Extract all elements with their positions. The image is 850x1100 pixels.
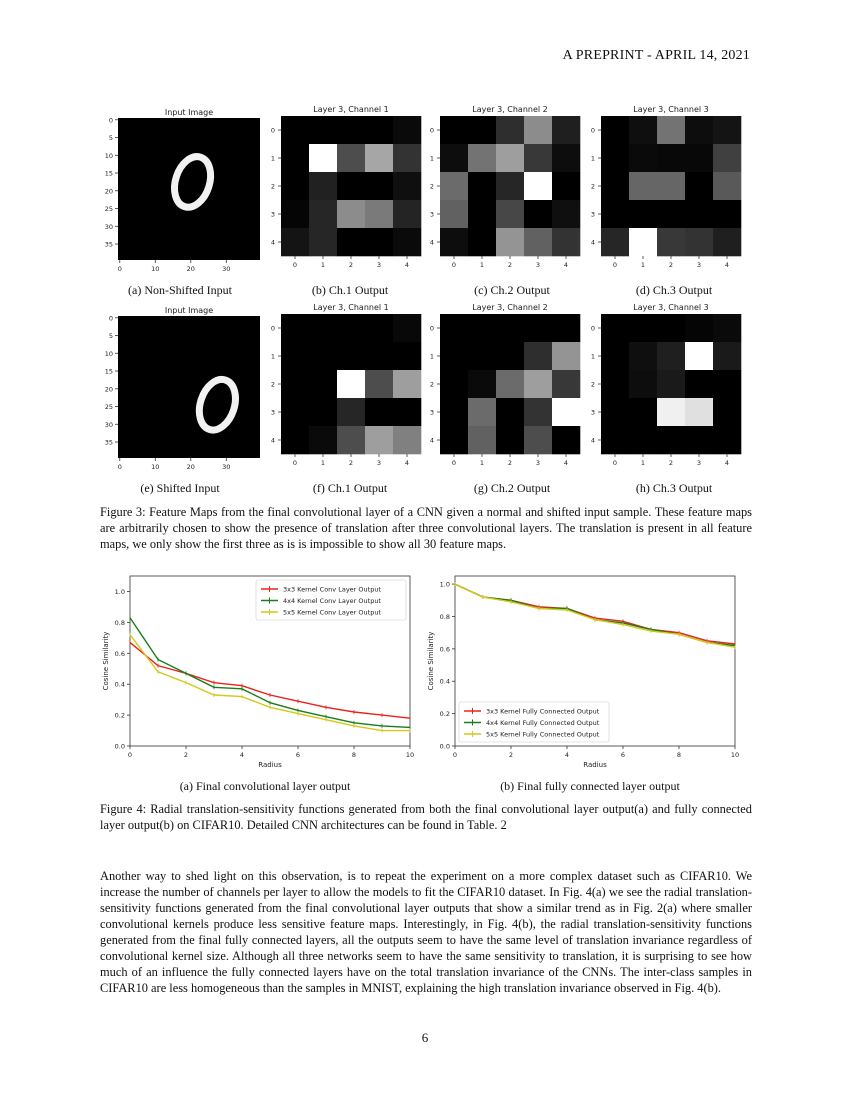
heatmap-cell <box>685 426 713 454</box>
heatmap-cell <box>552 342 580 370</box>
heatmap-cell <box>337 314 365 342</box>
heatmap-cell <box>365 426 393 454</box>
heatmap-cell <box>601 200 629 228</box>
heatmap-cell <box>713 398 741 426</box>
heatmap-cell <box>468 200 496 228</box>
heatmap-cell <box>365 116 393 144</box>
fig3-caption-f: (f) Ch.1 Output <box>312 481 388 495</box>
heatmap-ytick-label: 0 <box>270 324 275 333</box>
heatmap-xtick-label: 4 <box>563 261 569 269</box>
heatmap-xtick-label: 0 <box>292 459 298 467</box>
y-axis-label: Cosine Similarity <box>102 631 110 691</box>
heatmap-ytick-label: 2 <box>590 380 595 389</box>
heatmap-xtick-label: 3 <box>696 459 702 467</box>
legend-label: 5x5 Kernel Conv Layer Output <box>283 608 381 617</box>
heatmap-cell <box>440 228 468 256</box>
heatmap-ytick-label: 2 <box>590 182 595 191</box>
ytick-label: 0.6 <box>114 649 125 658</box>
ytick-label: 0.0 <box>439 742 450 751</box>
input-ytick-label: 5 <box>108 134 113 143</box>
heatmap-cell <box>524 398 552 426</box>
fig3-caption-g: (g) Ch.2 Output <box>473 481 551 495</box>
heatmap-cell <box>657 200 685 228</box>
heatmap-cell <box>713 228 741 256</box>
xtick-label: 8 <box>676 751 682 759</box>
legend-label: 4x4 Kernel Fully Connected Output <box>486 719 600 727</box>
xtick-label: 8 <box>351 751 357 759</box>
heatmap-cell <box>657 172 685 200</box>
input-ytick-label: 20 <box>104 187 113 196</box>
heatmap-cell <box>468 398 496 426</box>
heatmap-cell <box>496 116 524 144</box>
heatmap-title: Layer 3, Channel 2 <box>472 105 548 114</box>
input-ytick-label: 30 <box>104 222 113 231</box>
heatmap-cell <box>685 116 713 144</box>
heatmap-cell <box>629 200 657 228</box>
heatmap-xtick-label: 4 <box>724 261 730 269</box>
input-ytick-label: 5 <box>108 332 113 341</box>
ytick-label: 0.8 <box>439 612 450 621</box>
x-axis-label: Radius <box>258 761 282 769</box>
heatmap-cell <box>440 200 468 228</box>
heatmap-xtick-label: 1 <box>479 459 485 467</box>
legend-label: 5x5 Kernel Fully Connected Output <box>486 730 600 739</box>
heatmap-cell <box>524 228 552 256</box>
heatmap-cell <box>552 370 580 398</box>
heatmap-cell <box>468 144 496 172</box>
heatmap-title: Layer 3, Channel 1 <box>313 303 389 312</box>
heatmap-ytick-label: 4 <box>429 238 434 247</box>
heatmap-cell <box>552 116 580 144</box>
heatmap-cell <box>440 398 468 426</box>
heatmap-cell <box>309 342 337 370</box>
heatmap-xtick-label: 2 <box>348 261 354 269</box>
heatmap-xtick-label: 3 <box>696 261 702 269</box>
heatmap-cell <box>657 370 685 398</box>
ytick-label: 0.8 <box>114 618 125 627</box>
heatmap-cell <box>713 426 741 454</box>
heatmap-xtick-label: 0 <box>451 261 457 269</box>
heatmap-cell <box>713 200 741 228</box>
heatmap-cell <box>601 370 629 398</box>
heatmap-xtick-label: 1 <box>640 261 646 269</box>
heatmap-cell <box>337 370 365 398</box>
figure-4a-chart <box>95 568 425 773</box>
heatmap-cell <box>496 314 524 342</box>
heatmap-cell <box>552 172 580 200</box>
heatmap-cell <box>393 172 421 200</box>
heatmap-cell <box>629 370 657 398</box>
heatmap-cell <box>657 342 685 370</box>
heatmap-cell <box>309 200 337 228</box>
heatmap-cell <box>393 426 421 454</box>
input-xtick-label: 20 <box>186 463 195 471</box>
input-ytick-label: 10 <box>104 349 113 358</box>
heatmap-cell <box>337 200 365 228</box>
heatmap-cell <box>629 116 657 144</box>
input-ytick-label: 10 <box>104 151 113 160</box>
heatmap-cell <box>685 370 713 398</box>
heatmap-ytick-label: 1 <box>270 154 275 163</box>
heatmap-cell <box>309 314 337 342</box>
heatmap-cell <box>393 398 421 426</box>
heatmap-cell <box>365 172 393 200</box>
ytick-label: 0.2 <box>114 711 125 720</box>
heatmap-xtick-label: 1 <box>320 261 326 269</box>
heatmap-cell <box>685 144 713 172</box>
heatmap-cell <box>337 228 365 256</box>
xtick-label: 6 <box>295 751 301 759</box>
heatmap-xtick-label: 1 <box>320 459 326 467</box>
input-xtick-label: 10 <box>151 265 160 273</box>
heatmap-cell <box>393 200 421 228</box>
fig3-caption-c: (c) Ch.2 Output <box>474 283 550 297</box>
heatmap-cell <box>496 398 524 426</box>
figure-3 <box>0 0 850 480</box>
heatmap-cell <box>629 144 657 172</box>
heatmap-xtick-label: 0 <box>451 459 457 467</box>
input-image-title: Input Image <box>164 108 214 117</box>
heatmap-cell <box>685 228 713 256</box>
heatmap-cell <box>524 200 552 228</box>
heatmap-cell <box>685 398 713 426</box>
heatmap-xtick-label: 4 <box>563 459 569 467</box>
xtick-label: 2 <box>508 751 514 759</box>
input-image <box>118 316 260 458</box>
xtick-label: 2 <box>183 751 189 759</box>
heatmap-ytick-label: 3 <box>429 408 434 417</box>
heatmap-cell <box>629 228 657 256</box>
heatmap-cell <box>309 144 337 172</box>
input-image <box>118 118 260 260</box>
heatmap-ytick-label: 4 <box>590 238 595 247</box>
input-xtick-label: 0 <box>117 265 122 273</box>
heatmap-xtick-label: 3 <box>376 261 382 269</box>
heatmap-cell <box>552 426 580 454</box>
heatmap-cell <box>309 370 337 398</box>
heatmap-cell <box>552 398 580 426</box>
legend-label: 4x4 Kernel Conv Layer Output <box>283 597 381 605</box>
input-ytick-label: 35 <box>104 438 113 447</box>
ytick-label: 0.2 <box>439 710 450 719</box>
heatmap-cell <box>496 144 524 172</box>
heatmap-ytick-label: 3 <box>270 408 275 417</box>
ytick-label: 0.4 <box>439 677 450 686</box>
ytick-label: 0.6 <box>439 645 450 654</box>
heatmap-cell <box>281 398 309 426</box>
heatmap-cell <box>496 370 524 398</box>
input-xtick-label: 30 <box>222 265 231 273</box>
heatmap-cell <box>393 116 421 144</box>
fig3-caption-d: (d) Ch.3 Output <box>635 283 713 297</box>
input-ytick-label: 25 <box>104 403 113 412</box>
heatmap-cell <box>524 370 552 398</box>
heatmap-cell <box>496 200 524 228</box>
heatmap-cell <box>601 398 629 426</box>
heatmap-ytick-label: 3 <box>429 210 434 219</box>
heatmap-title: Layer 3, Channel 3 <box>633 303 709 312</box>
heatmap-cell <box>337 426 365 454</box>
heatmap-ytick-label: 0 <box>590 126 595 135</box>
heatmap-xtick-label: 0 <box>292 261 298 269</box>
heatmap-title: Layer 3, Channel 1 <box>313 105 389 114</box>
heatmap-cell <box>496 426 524 454</box>
input-xtick-label: 10 <box>151 463 160 471</box>
heatmap-cell <box>601 426 629 454</box>
heatmap-xtick-label: 0 <box>612 459 618 467</box>
legend-label: 3x3 Kernel Fully Connected Output <box>486 707 600 716</box>
heatmap-ytick-label: 1 <box>590 154 595 163</box>
xtick-label: 0 <box>127 751 133 759</box>
heatmap-cell <box>657 144 685 172</box>
heatmap-cell <box>468 172 496 200</box>
heatmap-cell <box>365 200 393 228</box>
heatmap-cell <box>468 116 496 144</box>
heatmap-cell <box>657 116 685 144</box>
body-paragraph: Another way to shed light on this observation, is to repeat the experiment on a more complex dataset such as CIFAR10. We increase the number of channels per layer to allow the models to fit the CIFAR10 dataset. In Fig. 4(a) we see the radial translation-sensitivity functions generated from the final convolutional layer outputs that show a similar trend as in Fig. 2(a) where smaller convolutional kernels produce less sensitive feature maps. Interestingly, in Fig. 4(b), the radial translation-sensitivity functions generated from the final fully connected layers, all the outputs seem to have the same level of translation invariance regardless of convolutional kernel size. Although all three networks seem to have the same sensitivity to translation, it is surprising to see how much of an influence the fully connected layers have on the total translation invariance of the CNNs. The inter-class samples in CIFAR10 are less homogeneous than the samples in MNIST, explaining the high translation invariance observed in Fig. 4(b). <box>100 869 752 995</box>
heatmap-cell <box>685 200 713 228</box>
heatmap-ytick-label: 0 <box>590 324 595 333</box>
page-number: 6 <box>421 1030 429 1045</box>
y-axis-label: Cosine Similarity <box>427 631 435 691</box>
heatmap-ytick-label: 2 <box>429 380 434 389</box>
heatmap-cell <box>337 144 365 172</box>
heatmap-cell <box>281 172 309 200</box>
heatmap-cell <box>601 342 629 370</box>
heatmap-title: Layer 3, Channel 2 <box>472 303 548 312</box>
heatmap-cell <box>393 228 421 256</box>
running-header: A PREPRINT - APRIL 14, 2021 <box>562 48 750 63</box>
heatmap-ytick-label: 2 <box>429 182 434 191</box>
heatmap-cell <box>524 116 552 144</box>
heatmap-cell <box>657 228 685 256</box>
input-ytick-label: 25 <box>104 205 113 214</box>
heatmap-cell <box>524 172 552 200</box>
heatmap-cell <box>713 116 741 144</box>
heatmap-cell <box>440 314 468 342</box>
heatmap-cell <box>309 228 337 256</box>
heatmap-cell <box>365 342 393 370</box>
heatmap-cell <box>685 172 713 200</box>
ytick-label: 0.4 <box>114 680 125 689</box>
heatmap-ytick-label: 1 <box>270 352 275 361</box>
xtick-label: 4 <box>564 751 570 759</box>
heatmap-xtick-label: 2 <box>348 459 354 467</box>
heatmap-cell <box>629 314 657 342</box>
heatmap-ytick-label: 3 <box>590 210 595 219</box>
heatmap-ytick-label: 4 <box>590 436 595 445</box>
heatmap-cell <box>393 342 421 370</box>
fig3-caption-b: (b) Ch.1 Output <box>311 283 389 297</box>
input-xtick-label: 0 <box>117 463 122 471</box>
input-xtick-label: 20 <box>186 265 195 273</box>
xtick-label: 10 <box>730 751 740 759</box>
heatmap-cell <box>629 172 657 200</box>
heatmap-cell <box>309 426 337 454</box>
heatmap-ytick-label: 3 <box>270 210 275 219</box>
heatmap-cell <box>281 200 309 228</box>
heatmap-cell <box>337 116 365 144</box>
heatmap-cell <box>365 314 393 342</box>
heatmap-ytick-label: 1 <box>429 352 434 361</box>
heatmap-ytick-label: 4 <box>270 238 275 247</box>
heatmap-cell <box>552 228 580 256</box>
heatmap-cell <box>601 144 629 172</box>
heatmap-cell <box>440 342 468 370</box>
heatmap-cell <box>713 342 741 370</box>
fig3-caption-e: (e) Shifted Input <box>140 481 220 495</box>
heatmap-xtick-label: 2 <box>668 459 674 467</box>
heatmap-cell <box>365 398 393 426</box>
ytick-label: 1.0 <box>114 587 125 596</box>
heatmap-cell <box>440 426 468 454</box>
heatmap-ytick-label: 0 <box>429 324 434 333</box>
fig4-caption-b: (b) Final fully connected layer output <box>500 779 680 793</box>
heatmap-xtick-label: 4 <box>404 459 410 467</box>
heatmap-cell <box>309 398 337 426</box>
input-ytick-label: 30 <box>104 420 113 429</box>
heatmap-cell <box>657 426 685 454</box>
heatmap-xtick-label: 1 <box>640 459 646 467</box>
heatmap-cell <box>552 314 580 342</box>
heatmap-ytick-label: 2 <box>270 182 275 191</box>
heatmap-ytick-label: 1 <box>590 352 595 361</box>
heatmap-cell <box>337 342 365 370</box>
heatmap-ytick-label: 1 <box>429 154 434 163</box>
heatmap-xtick-label: 2 <box>668 261 674 269</box>
heatmap-cell <box>496 228 524 256</box>
heatmap-cell <box>524 426 552 454</box>
ytick-label: 1.0 <box>439 580 450 589</box>
heatmap-ytick-label: 0 <box>270 126 275 135</box>
heatmap-cell <box>601 116 629 144</box>
heatmap-cell <box>552 144 580 172</box>
heatmap-cell <box>440 370 468 398</box>
heatmap-title: Layer 3, Channel 3 <box>633 105 709 114</box>
heatmap-cell <box>713 314 741 342</box>
heatmap-cell <box>337 398 365 426</box>
heatmap-cell <box>281 370 309 398</box>
heatmap-xtick-label: 0 <box>612 261 618 269</box>
heatmap-xtick-label: 2 <box>507 459 513 467</box>
heatmap-cell <box>281 426 309 454</box>
heatmap-cell <box>393 370 421 398</box>
figure-3-caption: Figure 3: Feature Maps from the final convolutional layer of a CNN given a normal and shifted input sample. These feature maps are arbitrarily chosen to show the presence of translation after three convolutional layers. The translation is present in all feature maps, we only show the first three as is is impossible to show all 30 feature maps. <box>100 505 752 551</box>
xtick-label: 4 <box>239 751 245 759</box>
input-xtick-label: 30 <box>222 463 231 471</box>
heatmap-xtick-label: 1 <box>479 261 485 269</box>
heatmap-cell <box>281 228 309 256</box>
heatmap-ytick-label: 4 <box>270 436 275 445</box>
ytick-label: 0.0 <box>114 742 125 751</box>
heatmap-cell <box>685 342 713 370</box>
heatmap-cell <box>281 116 309 144</box>
heatmap-xtick-label: 3 <box>535 261 541 269</box>
heatmap-ytick-label: 2 <box>270 380 275 389</box>
heatmap-cell <box>601 172 629 200</box>
heatmap-xtick-label: 2 <box>507 261 513 269</box>
heatmap-cell <box>365 144 393 172</box>
heatmap-cell <box>552 200 580 228</box>
heatmap-ytick-label: 0 <box>429 126 434 135</box>
input-ytick-label: 0 <box>108 314 113 323</box>
heatmap-cell <box>281 342 309 370</box>
input-ytick-label: 15 <box>104 367 113 376</box>
heatmap-cell <box>309 116 337 144</box>
figure-4-caption: Figure 4: Radial translation-sensitivity functions generated from both the final convolutional layer output(a) and fully connected layer output(b) on CIFAR10. Detailed CNN architectures can be found in Table. 2 <box>100 802 752 832</box>
heatmap-cell <box>337 172 365 200</box>
heatmap-xtick-label: 3 <box>535 459 541 467</box>
fig4-caption-a: (a) Final convolutional layer output <box>179 779 351 793</box>
input-ytick-label: 35 <box>104 240 113 249</box>
heatmap-cell <box>468 314 496 342</box>
heatmap-cell <box>524 144 552 172</box>
heatmap-cell <box>440 172 468 200</box>
fig3-caption-a: (a) Non-Shifted Input <box>128 283 232 297</box>
xtick-label: 6 <box>620 751 626 759</box>
heatmap-cell <box>281 314 309 342</box>
heatmap-xtick-label: 4 <box>404 261 410 269</box>
heatmap-cell <box>440 116 468 144</box>
heatmap-xtick-label: 4 <box>724 459 730 467</box>
input-ytick-label: 15 <box>104 169 113 178</box>
heatmap-cell <box>601 314 629 342</box>
heatmap-cell <box>524 342 552 370</box>
input-ytick-label: 0 <box>108 116 113 125</box>
heatmap-ytick-label: 3 <box>590 408 595 417</box>
heatmap-cell <box>496 342 524 370</box>
heatmap-cell <box>468 342 496 370</box>
heatmap-cell <box>713 370 741 398</box>
fig3-caption-h: (h) Ch.3 Output <box>635 481 713 495</box>
heatmap-cell <box>468 228 496 256</box>
heatmap-cell <box>657 314 685 342</box>
heatmap-cell <box>365 370 393 398</box>
heatmap-cell <box>281 144 309 172</box>
xtick-label: 0 <box>452 751 458 759</box>
heatmap-ytick-label: 4 <box>429 436 434 445</box>
heatmap-cell <box>601 228 629 256</box>
heatmap-cell <box>629 398 657 426</box>
legend-label: 3x3 Kernel Conv Layer Output <box>283 585 381 594</box>
heatmap-cell <box>657 398 685 426</box>
heatmap-cell <box>685 314 713 342</box>
heatmap-cell <box>713 144 741 172</box>
heatmap-cell <box>629 342 657 370</box>
heatmap-cell <box>468 370 496 398</box>
heatmap-cell <box>309 172 337 200</box>
x-axis-label: Radius <box>583 761 607 769</box>
input-ytick-label: 20 <box>104 385 113 394</box>
heatmap-cell <box>468 426 496 454</box>
heatmap-cell <box>440 144 468 172</box>
heatmap-cell <box>524 314 552 342</box>
heatmap-cell <box>496 172 524 200</box>
heatmap-cell <box>365 228 393 256</box>
heatmap-cell <box>393 314 421 342</box>
heatmap-cell <box>393 144 421 172</box>
input-image-title: Input Image <box>164 306 214 315</box>
figure-4b-chart <box>420 568 750 773</box>
heatmap-xtick-label: 3 <box>376 459 382 467</box>
heatmap-cell <box>713 172 741 200</box>
heatmap-cell <box>629 426 657 454</box>
xtick-label: 10 <box>405 751 415 759</box>
